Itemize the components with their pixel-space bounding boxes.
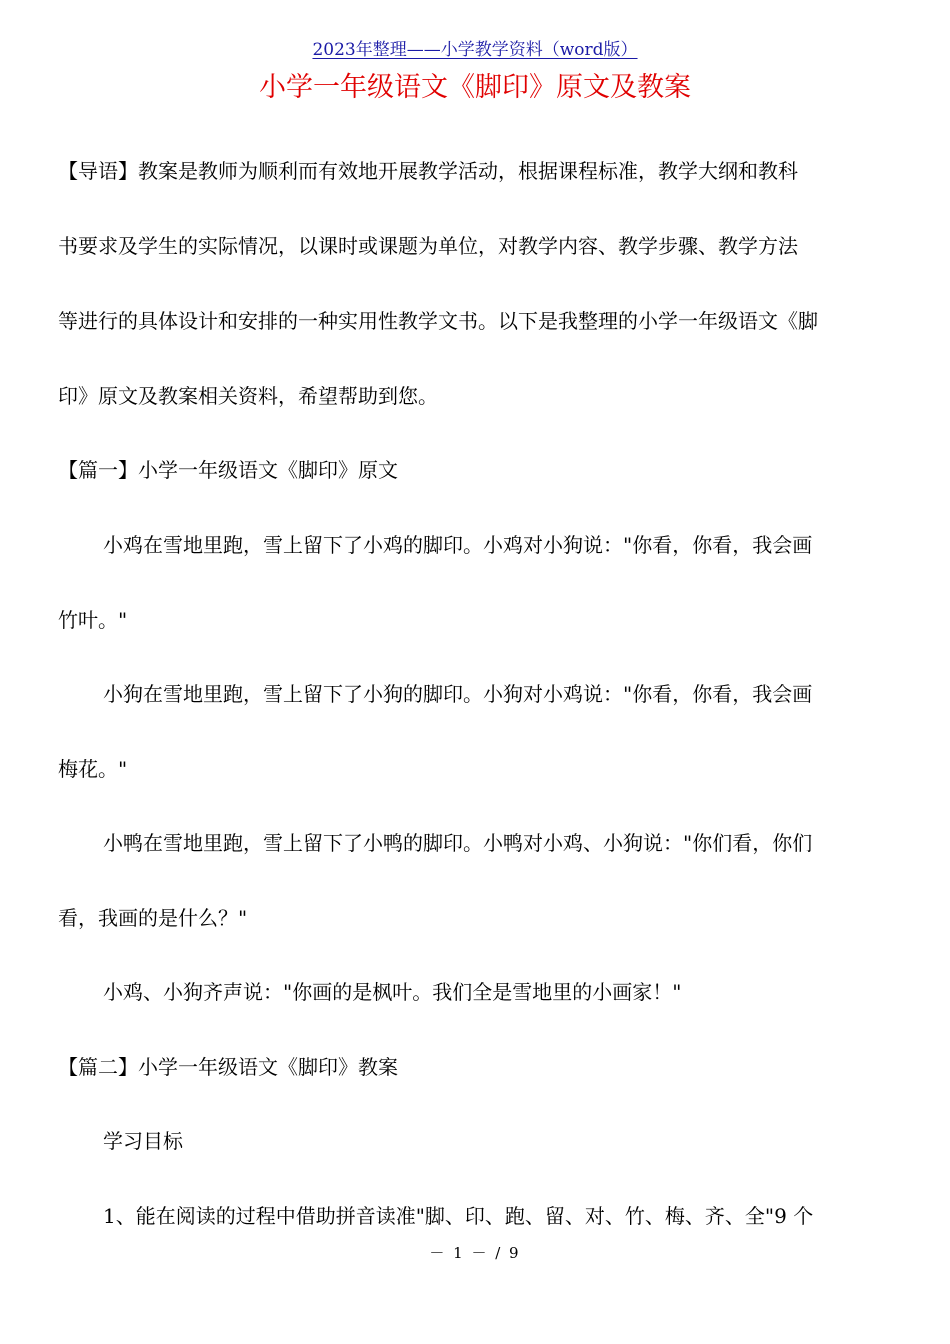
intro-line: 印》原文及教案相关资料，希望帮助到您。 <box>58 384 438 408</box>
section-heading: 【篇一】小学一年级语文《脚印》原文 <box>58 458 398 482</box>
page-number: － 1 － / 9 <box>429 1244 521 1262</box>
story-paragraph: 小鸡、小狗齐声说："你画的是枫叶。我们全是雪地里的小画家！" <box>103 980 682 1004</box>
story-paragraph: 小鸭在雪地里跑，雪上留下了小鸭的脚印。小鸭对小鸡、小狗说："你们看，你们 <box>103 831 813 855</box>
story-paragraph-continuation: 看，我画的是什么？" <box>58 906 248 930</box>
header-link[interactable]: 2023年整理——小学教学资料（word版） <box>312 40 638 60</box>
document-title: 小学一年级语文《脚印》原文及教案 <box>259 72 691 103</box>
story-paragraph: 小鸡在雪地里跑，雪上留下了小鸡的脚印。小鸡对小狗说："你看，你看，我会画 <box>103 533 813 557</box>
story-paragraph-continuation: 竹叶。" <box>58 608 128 632</box>
intro-line: 书要求及学生的实际情况，以课时或课题为单位，对教学内容、教学步骤、教学方法 <box>58 234 798 258</box>
page-header <box>0 38 950 62</box>
section-heading: 【篇二】小学一年级语文《脚印》教案 <box>58 1055 398 1079</box>
intro-line: 等进行的具体设计和安排的一种实用性教学文书。以下是我整理的小学一年级语文《脚 <box>58 309 818 333</box>
story-paragraph-continuation: 梅花。" <box>58 757 128 781</box>
objective-item: 1、能在阅读的过程中借助拼音读准"脚、印、跑、留、对、竹、梅、齐、全"9 个 <box>103 1204 814 1228</box>
subsection-heading: 学习目标 <box>103 1129 183 1153</box>
intro-line: 【导语】教案是教师为顺利而有效地开展教学活动，根据课程标准，教学大纲和教科 <box>58 159 798 183</box>
story-paragraph: 小狗在雪地里跑，雪上留下了小狗的脚印。小狗对小鸡说："你看，你看，我会画 <box>103 682 813 706</box>
